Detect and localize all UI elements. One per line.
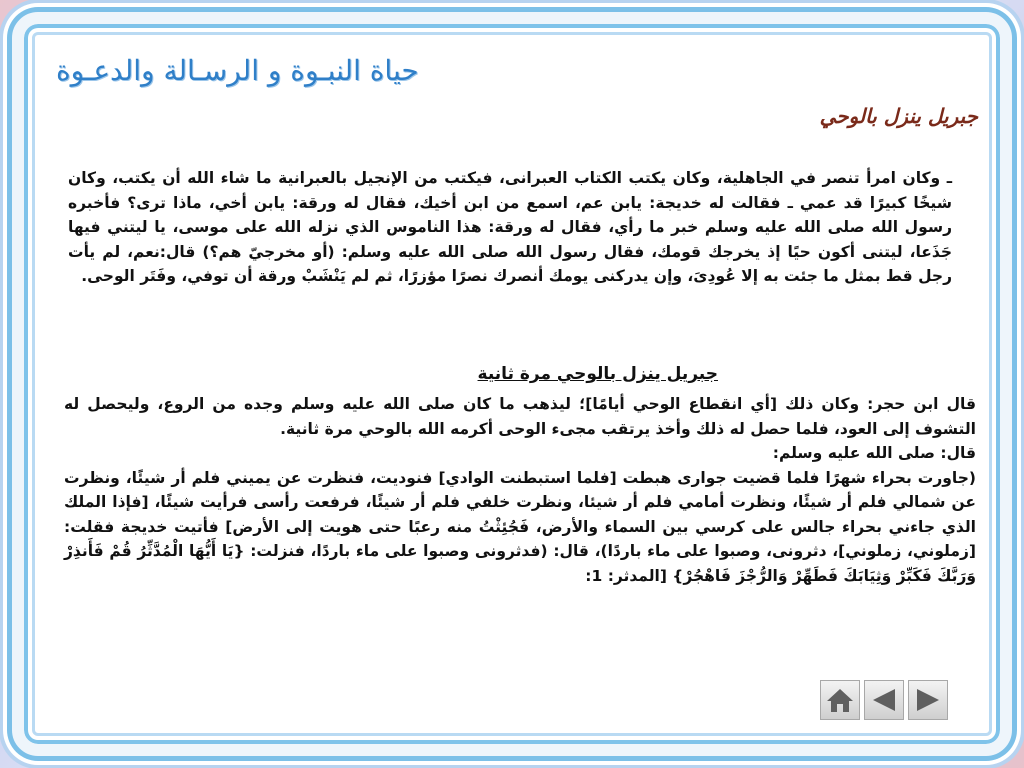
- previous-slide-button[interactable]: [864, 680, 904, 720]
- home-button[interactable]: [820, 680, 860, 720]
- home-icon: [825, 685, 855, 715]
- triangle-right-icon: [913, 685, 943, 715]
- paragraph-2-line-3: (جاورت بحراء شهرًا فلما قضيت جوارى هبطت [فلما استبطنت الوادي] فنوديت، فنظرت عن يميني فلم أر شيئًا، ونظرت عن شمالي فلم أر شيئًا، ونظرت أمامي فلم أر شيئا، ونظرت خلفي فلم أر شيئًا، فرفعت رأسى فرأيت شيئًا، [فإذا الملك الذي جاءني بحراء جالس على كرسي بين السماء والأرض، فَجُئِثْتُ منه رعبًا حتى هويت إلى الأرض] فأتيت خديجة فقلت: [زملوني، زملوني]، دثرونى، وصبوا على ماء باردًا)، قال: (فدثرونى وصبوا على ماء باردًا، فنزلت: {يَا أَيُّهَا الْمُدَّثِّرُ قُمْ فَأَنذِرْ وَرَبَّكَ فَكَبِّرْ وَثِيَابَكَ فَطَهِّرْ وَالرُّجْزَ فَاهْجُرْ} [المدثر: 1:: [64, 468, 976, 585]
- slide: [36, 36, 988, 732]
- slide-title: حياة النبـوة و الرسـالة والدعـوة: [56, 54, 419, 87]
- section-heading: جبريل ينزل بالوحي مرة ثانية: [477, 364, 718, 384]
- triangle-left-icon: [869, 685, 899, 715]
- paragraph-1: ـ وكان امرأ تنصر في الجاهلية، وكان يكتب الكتاب العبرانى، فيكتب من الإنجيل بالعبرانية ما شاء الله أن يكتب، وكان شيخًا كبيرًا قد عمي ـ فقالت له خديجة: يابن عم، اسمع من ابن أخيك، فقال له ورقة: يابن أخي، ماذا ترى؟ فأخبره رسول الله صلى الله عليه وسلم خبر ما رأي، فقال له ورقة: هذا الناموس الذي نزله الله على موسى، يا ليتني فيها جَذَعا، ليتنى أكون حيًا إذ يخرجك قومك، فقال رسول الله صلى الله عليه وسلم: (أو مخرجيّ هم؟) قال:نعم، لم يأت رجل قط بمثل ما جئت به إلا عُودِىَ، وإن يدركنى يومك أنصرك نصرًا مؤزرًا، ثم لم يَنْشَبْ ورقة أن توفي، وفَتَر الوحى.: [68, 169, 952, 285]
- paragraph-2: [64, 392, 976, 588]
- slide-navigation: [820, 680, 948, 720]
- paragraph-2-line-2: قال: صلى الله عليه وسلم:: [772, 444, 976, 462]
- paragraph-2-line-1: قال ابن حجر: وكان ذلك [أي انقطاع الوحي أيامًا]؛ ليذهب ما كان صلى الله عليه وسلم وجده من الروع، وليحصل له التشوف إلى العود، فلما حصل له ذلك وأخذ يرتقب مجىء الوحى أكرمه الله بالوحي مرة ثانية.: [64, 395, 976, 438]
- slide-subtitle: جبريل ينزل بالوحي: [819, 104, 978, 128]
- next-slide-button[interactable]: [908, 680, 948, 720]
